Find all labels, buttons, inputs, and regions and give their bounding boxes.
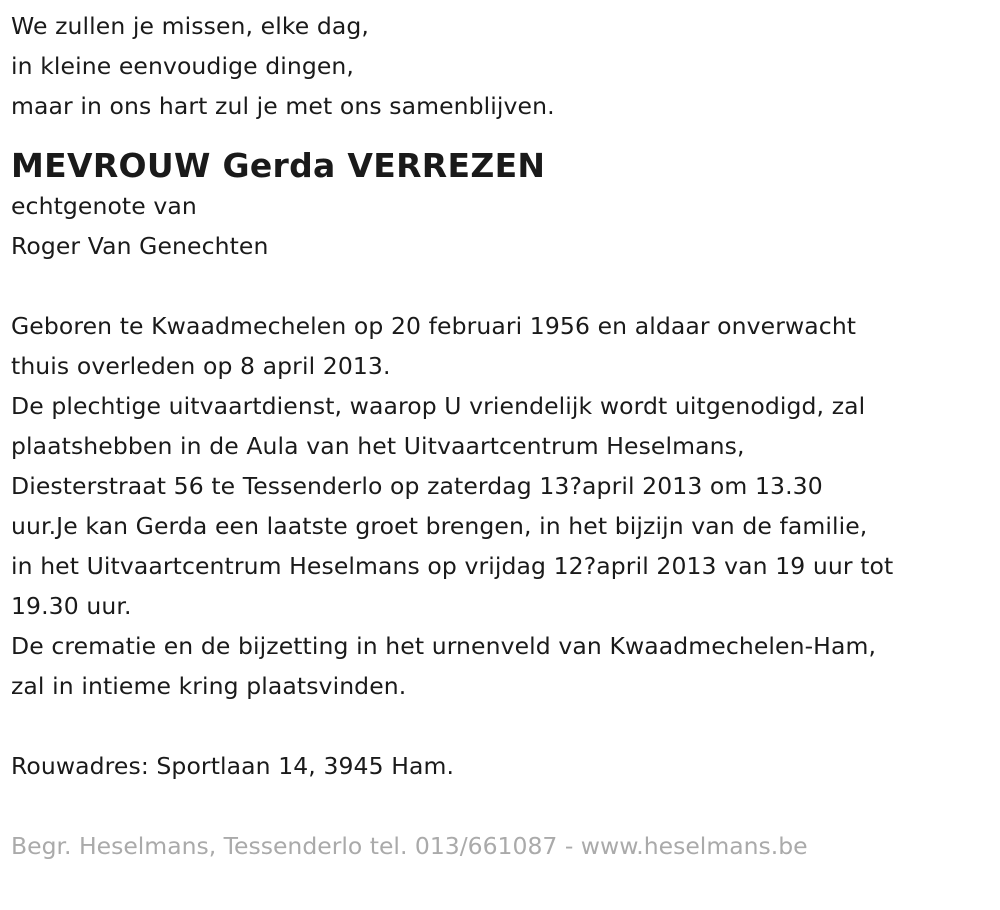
poem-line: maar in ons hart zul je met ons samenblijven. <box>11 92 555 120</box>
details-line: zal in intieme kring plaatsvinden. <box>11 672 407 700</box>
details-line: thuis overleden op 8 april 2013. <box>11 352 391 380</box>
details-line: De crematie en de bijzetting in het urnenveld van Kwaadmechelen-Ham, <box>11 632 877 660</box>
mourning-address: Rouwadres: Sportlaan 14, 3945 Ham. <box>11 752 455 780</box>
spouse-block <box>11 186 996 266</box>
deceased-name: MEVROUW Gerda VERREZEN <box>11 146 546 185</box>
funeral-details <box>11 306 996 706</box>
details-line: in het Uitvaartcentrum Heselmans op vrijdag 12?april 2013 van 19 uur tot <box>11 552 894 580</box>
details-line: Geboren te Kwaadmechelen op 20 februari 1956 en aldaar onverwacht <box>11 312 857 340</box>
memorial-poem <box>11 6 996 126</box>
details-line: De plechtige uitvaartdienst, waarop U vriendelijk wordt uitgenodigd, zal <box>11 392 866 420</box>
details-line: uur.Je kan Gerda een laatste groet brengen, in het bijzijn van de familie, <box>11 512 868 540</box>
details-line: plaatshebben in de Aula van het Uitvaartcentrum Heselmans, <box>11 432 745 460</box>
poem-line: We zullen je missen, elke dag, <box>11 12 369 40</box>
spacer <box>11 706 996 746</box>
spouse-name: Roger Van Genechten <box>11 232 269 260</box>
spacer <box>11 266 996 306</box>
details-line: Diesterstraat 56 te Tessenderlo op zaterdag 13?april 2013 om 13.30 <box>11 472 823 500</box>
relation-label: echtgenote van <box>11 192 197 220</box>
obituary-notice <box>11 0 996 866</box>
funeral-home-footer: Begr. Heselmans, Tessenderlo tel. 013/661087 - www.heselmans.be <box>11 832 808 860</box>
details-line: 19.30 uur. <box>11 592 132 620</box>
poem-line: in kleine eenvoudige dingen, <box>11 52 354 80</box>
